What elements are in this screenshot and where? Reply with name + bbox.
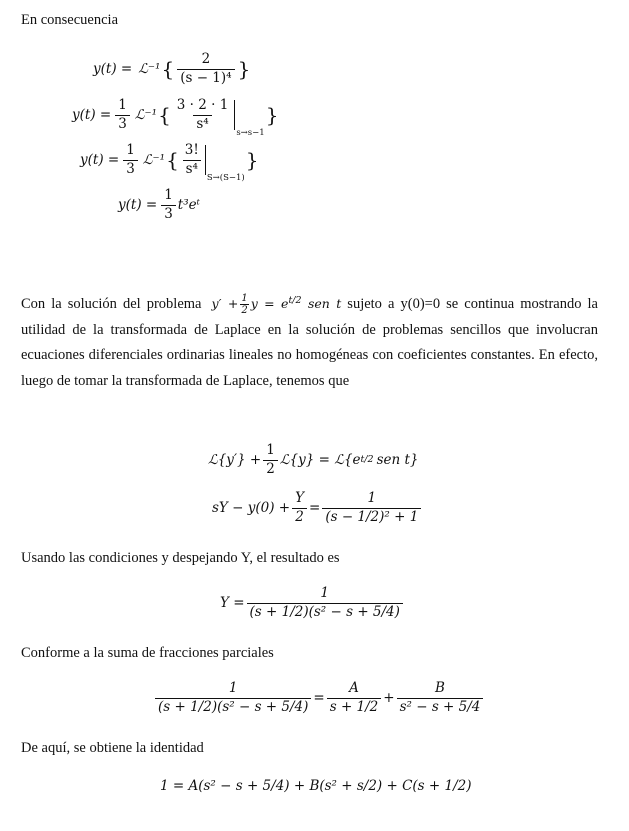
equals-sign: = (309, 500, 321, 517)
left-brace: { (161, 57, 175, 82)
inverse-laplace-symbol: ℒ⁻¹ (142, 152, 166, 169)
numerator: Y (295, 490, 305, 506)
denominator: s + 1/2 (327, 698, 382, 716)
denominator: 3 (161, 205, 176, 223)
equation-identity: 1 = A(s² − s + 5/4) + B(s² + s/2) + C(s + 1/2) (160, 778, 472, 794)
fraction (182, 143, 202, 177)
y-over-two (292, 491, 307, 525)
paragraph-problem (21, 291, 598, 394)
numerator: 3 · 2 · 1 (176, 97, 229, 113)
y-of-t: y(t) = (72, 107, 112, 124)
rhs-fraction (322, 491, 421, 525)
paragraph-solving: Usando las condiciones y despejando Y, el resultado es (21, 550, 340, 566)
left-brace: { (158, 103, 171, 128)
right-brace: } (237, 57, 251, 82)
equation-partial-fractions (153, 681, 485, 715)
denominator: 3 (123, 160, 138, 178)
derivation-step-2 (72, 97, 279, 139)
ode-tail: sen t (307, 296, 342, 311)
result-expression: t³eᵗ (177, 197, 200, 214)
numerator: A (349, 680, 359, 696)
numerator: 1 (266, 442, 275, 458)
evaluation-bar (205, 145, 206, 175)
eq-left: ℒ{y′} + (208, 452, 262, 469)
inline-fraction (240, 293, 248, 317)
numerator: 1 (118, 97, 127, 113)
left-brace: { (166, 148, 179, 173)
coefficient-fraction (161, 188, 176, 222)
plus-sign: + (383, 690, 395, 707)
exponent: t/2 (288, 294, 302, 306)
eq-left: sY − y(0) + (212, 500, 291, 517)
fraction (174, 98, 232, 132)
half-fraction (263, 443, 278, 477)
equation-Y (220, 586, 405, 620)
numerator: 3! (184, 142, 199, 158)
Y-fraction (247, 586, 403, 620)
denominator: (s + 1/2)(s² − s + 5/4) (247, 603, 403, 621)
ode-prefix: y′ + (211, 296, 239, 311)
denominator: 2 (241, 305, 248, 316)
paragraph-text-before: Con la solución del problema (21, 296, 202, 312)
equals-sign: = (313, 690, 325, 707)
denominator: s⁴ (193, 115, 211, 133)
y-of-t: y(t) = (118, 197, 158, 214)
right-brace: } (245, 148, 259, 173)
derivation-step-4 (118, 188, 200, 222)
evaluation-bar (234, 100, 235, 130)
equation-laplace-transform: ℒ{y′} + $\frac{1}{2}$ ℒ{y} = ℒ{e t/2 sen t} (208, 442, 419, 477)
derivation-step-3 (80, 142, 259, 184)
intro-heading: En consecuencia (21, 12, 119, 28)
numerator: 2 (201, 51, 211, 67)
inline-ode (211, 292, 342, 316)
equation-s-domain (212, 491, 423, 525)
numerator: 1 (126, 142, 135, 158)
denominator: (s + 1/2)(s² − s + 5/4) (155, 698, 311, 716)
coefficient-fraction (123, 143, 138, 177)
right-brace: } (265, 103, 279, 128)
denominator: (s − 1)⁴ (177, 69, 234, 87)
numerator: 1 (228, 680, 238, 696)
inverse-laplace-symbol: ℒ⁻¹ (134, 107, 158, 124)
b-fraction (397, 681, 484, 715)
lhs-fraction (155, 681, 311, 715)
denominator: 3 (115, 115, 130, 133)
inverse-laplace-symbol: ℒ⁻¹ (138, 61, 161, 78)
derivation-step-1 (93, 52, 251, 86)
y-of-t: y(t) = (80, 152, 120, 169)
numerator: 1 (241, 292, 248, 304)
denominator: 2 (292, 508, 307, 526)
shift-substitution: S→(S−1) (206, 173, 245, 184)
paragraph-partial-fractions: Conforme a la suma de fracciones parciales (21, 645, 274, 661)
eq-left: Y = (220, 595, 245, 612)
denominator: s⁴ (183, 160, 201, 178)
denominator: (s − 1/2)² + 1 (322, 508, 421, 526)
a-fraction (327, 681, 382, 715)
eq-right: sen t} (376, 452, 419, 469)
paragraph-text-after: sujeto a y(0)=0 se continua mostrando la utilidad de la transformada de Laplace en la solución de problemas sencillos que involucran ecuaciones diferenciales ordinarias lineales no homogéneas con coeficientes constantes. En efecto, luego de tomar la transformada de Laplace, tenemos que (21, 296, 598, 389)
y-of-t: y(t) = (93, 61, 133, 78)
eq-middle: ℒ{y} = ℒ{e (279, 452, 361, 469)
numerator: 1 (164, 187, 173, 203)
shift-substitution: s→s−1 (236, 128, 265, 139)
denominator: s² − s + 5/4 (397, 698, 484, 716)
numerator: B (435, 680, 445, 696)
numerator: 1 (367, 490, 377, 506)
fraction (177, 52, 234, 86)
numerator: 1 (320, 585, 330, 601)
coefficient-fraction (115, 98, 130, 132)
paragraph-identity: De aquí, se obtiene la identidad (21, 740, 204, 756)
ode-suffix: y = e (250, 296, 289, 311)
denominator: 2 (263, 460, 278, 478)
